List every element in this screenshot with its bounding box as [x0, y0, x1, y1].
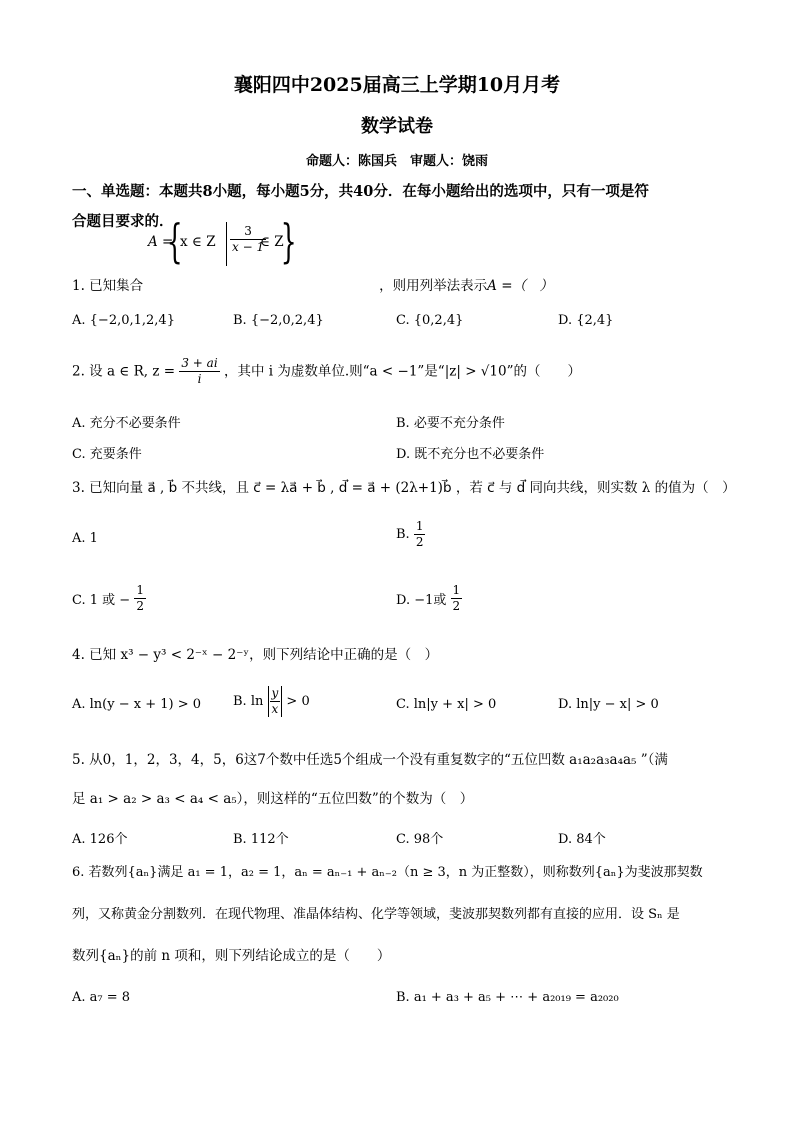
q5-option-a: A. 126个 — [72, 832, 128, 847]
q2-option-b: B. 必要不充分条件 — [396, 416, 505, 431]
q6-stem-line3: 数列{aₙ}的前 n 项和，则下列结论成立的是（ ） — [72, 948, 391, 964]
q6-stem-line2: 列，又称黄金分割数列．在现代物理、准晶体结构、化学等领域，斐波那契数列都有直接的应用．设 Sₙ 是 — [72, 907, 680, 922]
q3-option-d: D. −1或 $\frac{1}{2}$ — [396, 583, 461, 613]
q4-option-a: A. ln(y − x + 1) > 0 — [72, 697, 202, 712]
q3-option-b: B. $\frac{1}{2}$ — [396, 519, 424, 549]
q5-option-b: B. 112个 — [233, 832, 289, 847]
q4-option-d: D. ln|y − x| > 0 — [558, 697, 659, 712]
q1-option-d: D. {2,4} — [558, 313, 614, 328]
exam-authors: 命题人：陈国兵 审题人：饶雨 — [305, 154, 488, 169]
q5-stem-line2: 足 a₁ > a₂ > a₃ < a₄ < a₅），则这样的“五位凹数”的个数为（ ） — [72, 791, 474, 807]
q4-option-b: B. ln $\frac{y}{x}$ > 0 — [233, 686, 310, 716]
q4-option-c: C. ln|y + x| > 0 — [396, 697, 497, 712]
q5-option-c: C. 98个 — [396, 832, 444, 847]
q1-stem: 1. 已知集合 ，则用列举法表示A =（ ） — [72, 278, 554, 294]
q3-option-a: A. 1 — [72, 531, 98, 546]
q3-stem: 3. 已知向量 a⃗ , b⃗ 不共线，且 c⃗ = λa⃗ + b⃗ , d⃗ = a⃗ + (2λ+1)b⃗ ，若 c⃗ 与 d⃗ 同向共线，则实数 λ 的值为（ ） — [72, 480, 736, 496]
section-heading-line1: 一、单选题：本题共8小题，每小题5分，共40分．在每小题给出的选项中，只有一项是符 — [72, 183, 649, 200]
q6-option-b: B. a₁ + a₃ + a₅ + ⋯ + a₂₀₁₉ = a₂₀₂₀ — [396, 990, 619, 1005]
exam-subtitle: 数学试卷 — [361, 116, 433, 137]
q5-option-d: D. 84个 — [558, 832, 606, 847]
q1-option-c: C. {0,2,4} — [396, 313, 464, 328]
q1-option-b: B. {−2,0,2,4} — [233, 313, 324, 328]
q2-option-c: C. 充要条件 — [72, 447, 142, 462]
q2-stem: 2. 设 a ∈ R, z = $\frac{3 + ai}{i}$ ，其中 i 为虚数单位.则“a < −1”是“|z| > √10”的（ ） — [72, 356, 581, 386]
section-heading-line2: 合题目要求的． — [72, 213, 174, 230]
q1-set-expression: A = { x ∈ Z $\frac{3}{x - 1}$ ∈ Z } — [148, 214, 297, 268]
q3-option-c: C. 1 或 − $\frac{1}{2}$ — [72, 583, 144, 613]
q2-option-a: A. 充分不必要条件 — [72, 416, 181, 431]
exam-title: 襄阳四中2025届高三上学期10月月考 — [233, 74, 561, 96]
q6-option-a: A. a₇ = 8 — [72, 990, 131, 1005]
q2-option-d: D. 既不充分也不必要条件 — [396, 447, 545, 462]
q4-stem: 4. 已知 x³ − y³ < 2⁻ˣ − 2⁻ʸ，则下列结论中正确的是（ ） — [72, 647, 439, 663]
q1-option-a: A. {−2,0,1,2,4} — [72, 313, 175, 328]
q6-stem-line1: 6. 若数列{aₙ}满足 a₁ = 1，a₂ = 1，aₙ = aₙ₋₁ + aₙ₋₂（n ≥ 3，n 为正整数），则称数列{aₙ}为斐波那契数 — [72, 865, 703, 880]
q5-stem-line1: 5. 从0，1，2，3，4，5，6这7个数中任选5个组成一个没有重复数字的“五位凹数 a₁a₂a₃a₄a₅ ”（满 — [72, 752, 668, 768]
